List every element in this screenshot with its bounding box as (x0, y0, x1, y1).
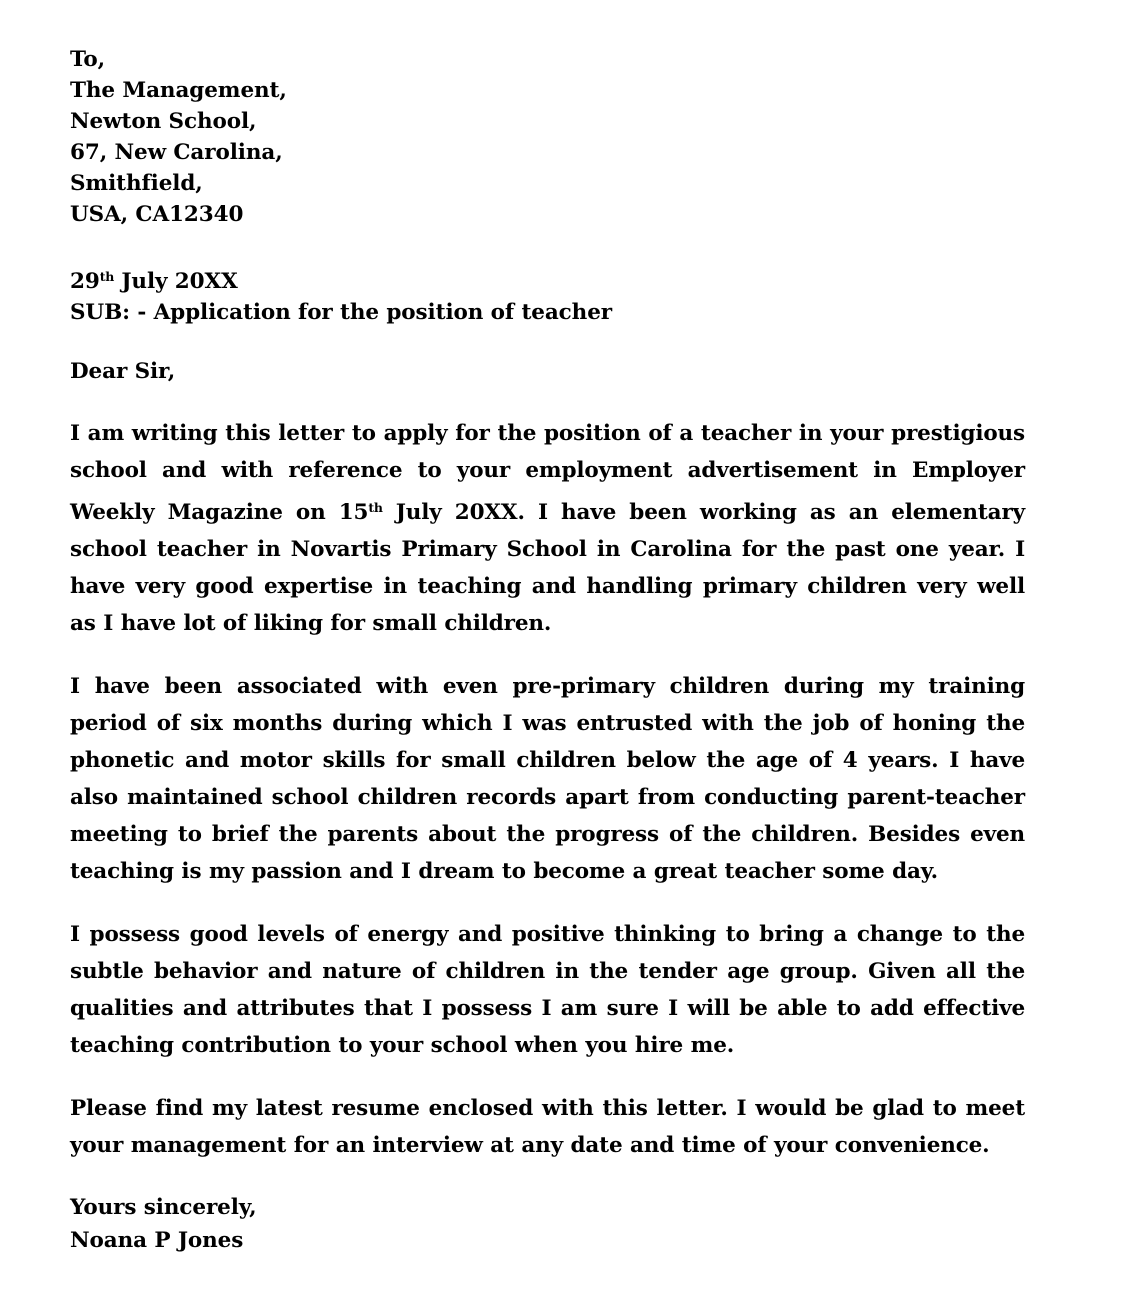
recipient-line-school: Newton School, (70, 109, 257, 134)
letter-paragraph-4: Please find my latest resume enclosed with this letter. I would be glad to meet your management for an interview at any date and time of your convenience. (70, 1095, 1025, 1158)
letter-meta-block (70, 261, 1025, 328)
letter-paragraph-1 (70, 415, 1025, 642)
recipient-line-to: To, (70, 47, 106, 72)
letter-date-day: 29 (70, 268, 100, 294)
letter-date-month-year: July 20XX (113, 268, 238, 294)
recipient-line-organization-role: The Management, (70, 78, 287, 103)
letter-paragraph-2: I have been associated with even pre-primary children during my training period of six months during which I was entrusted with the job of honing the phonetic and motor skills for small children below the age of 4 years. I have also maintained school children records apart from conducting parent-teacher meeting to brief the parents about the progress of the children. Besides even teaching is my passion and I dream to become a great teacher some day. (70, 673, 1025, 884)
recipient-line-street: 67, New Carolina, (70, 140, 283, 165)
letter-body (70, 44, 1025, 1257)
letter-date (70, 261, 1025, 297)
letter-subject: SUB: - Application for the position of teacher (70, 299, 613, 325)
paragraph-1-ordinal-suffix: th (368, 499, 383, 515)
recipient-address-block (70, 44, 1025, 230)
recipient-line-city: Smithfield, (70, 171, 203, 196)
letter-paragraph-3: I possess good levels of energy and positive thinking to bring a change to the subtle behavior and nature of children in the tender age group. Given all the qualities and attributes that I possess I am sure I will be able to add effective teaching contribution to your school when you hire me. (70, 921, 1025, 1058)
letter-date-ordinal-suffix: th (99, 269, 114, 284)
letter-salutation: Dear Sir, (70, 358, 176, 384)
recipient-line-country-zip: USA, CA12340 (70, 202, 244, 227)
letter-closing-block (70, 1191, 1025, 1257)
paragraph-1-text-part-1: I am writing this letter to apply for the position of a teacher in your prestigious school and with reference to your employment advertisement in Employer Weekly Magazine on 15 (70, 420, 1025, 525)
letter-signer-name: Noana P Jones (70, 1227, 244, 1253)
letter-valediction: Yours sincerely, (70, 1194, 257, 1220)
paragraph-1-text-part-2: July 20XX. I have been working as an elementary school teacher in Novartis Primary School in Carolina for the past one year. I have very good expertise in teaching and handling primary children very well as I have lot of liking for small children. (70, 499, 1025, 636)
